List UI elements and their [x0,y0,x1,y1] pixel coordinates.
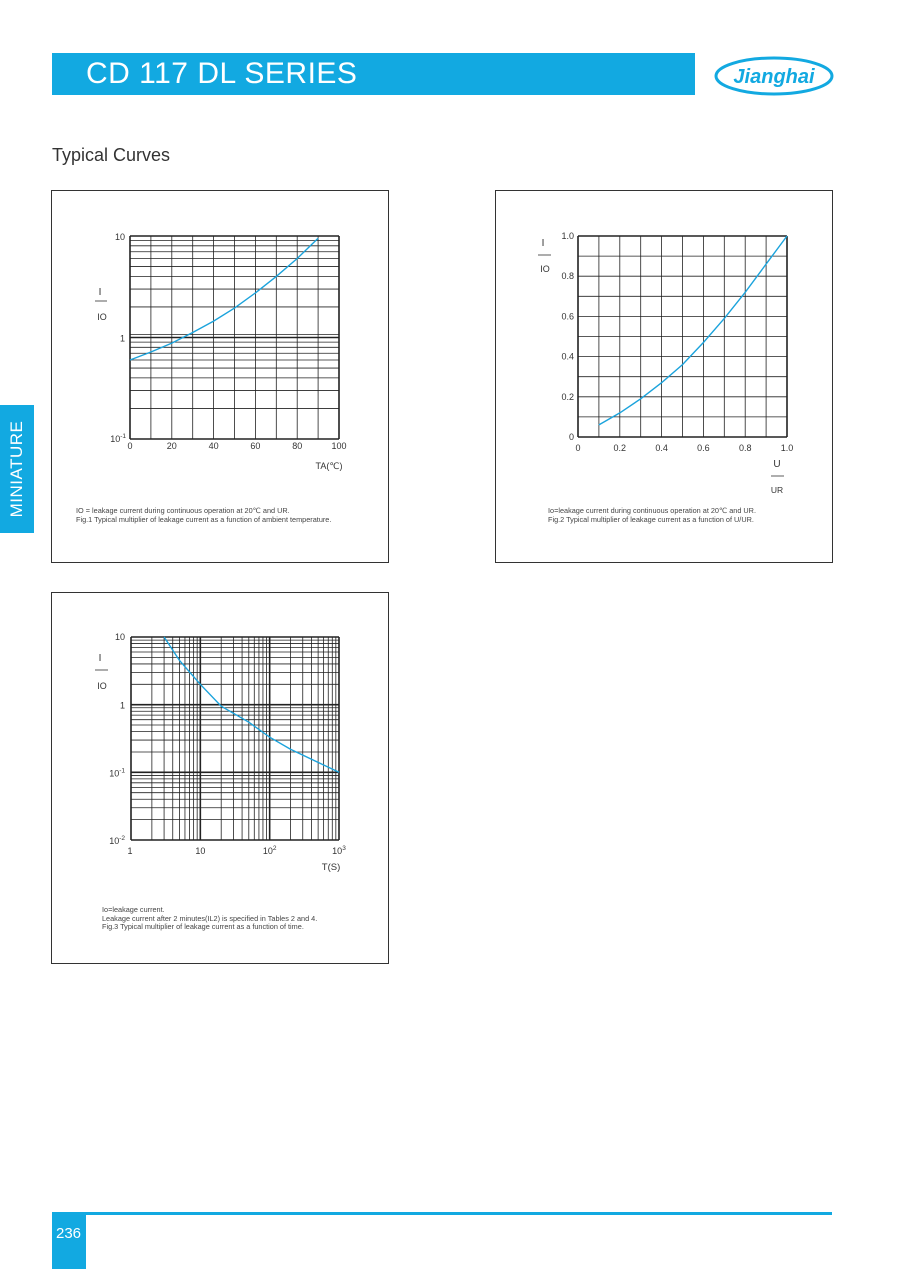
x-tick-label: 0.4 [655,443,668,453]
chart-panel-1 [51,190,389,563]
tick-exponent: 3 [342,845,346,852]
footer-line [52,1212,832,1215]
chart-1-caption [76,507,331,524]
jianghai-logo [713,55,835,97]
x-tick-label: 80 [292,441,303,451]
tick-label: $10^2$ [262,845,277,856]
side-tab-label: MINIATURE [7,420,26,518]
tick-label: 10 [195,846,206,856]
y-label-denominator: IO [540,264,550,274]
y-tick-label: 1.0 [561,231,574,241]
y-tick-label: 0.4 [561,351,574,362]
y-label-denominator: IO [97,681,107,691]
x-label-numerator: U [773,459,781,470]
tick-label: 1 [127,846,133,856]
section-title: Typical Curves [52,145,171,165]
chart-3-caption [102,906,317,932]
page-number-box [52,1215,86,1269]
x-axis-label: TA(℃) [315,461,343,471]
chart-panel-2 [495,190,833,563]
x-axis-label: T(S) [321,862,341,873]
svg-text:Jianghai: Jianghai [733,66,815,88]
tick-label: 1 [119,700,125,711]
tick-exponent: -1 [119,767,125,775]
chart-3-caption-line3: Fig.3 Typical multiplier of leakage current as a function of time. [102,922,304,931]
title-bar [52,53,695,95]
x-tick-label: 100 [331,441,347,451]
side-tab [0,405,34,533]
y-tick-label: 0.6 [561,311,574,322]
tick-label: $10^{-2}$ [109,835,125,846]
page-number: 236 [56,1225,82,1242]
y-tick-label: 1 [119,333,125,344]
x-label-denominator: UR [770,485,784,495]
tick-label: $10^{-1}$ [109,767,125,779]
x-tick-label: 20 [166,441,177,451]
y-tick-label: 0 [568,432,574,442]
chart-3-caption-line1: Io=leakage current. [102,905,165,914]
page-title: CD 117 DL SERIES [86,57,358,90]
chart-panel-3 [51,592,389,964]
x-tick-label: 60 [250,441,261,451]
chart-1-caption-line1: IO = leakage current during continuous operation at 20℃ and UR. [76,506,290,515]
y-tick-label: $10^{-1}$ [110,433,126,444]
x-tick-label: 40 [208,441,219,451]
y-label-numerator: I [98,287,102,298]
tick-exponent: 2 [272,845,277,852]
chart-1-caption-line2: Fig.1 Typical multiplier of leakage current as a function of ambient temperature. [76,514,332,524]
x-tick-label: 0 [575,443,581,453]
tick-exponent: -2 [119,835,125,842]
x-tick-label: 1.0 [780,443,794,453]
tick-label: $10^3$ [332,845,346,856]
y-tick-label: 0.8 [561,271,574,282]
y-label-numerator: I [98,653,102,664]
y-label-denominator: IO [97,312,107,322]
tick-label: 10 [114,632,125,642]
y-tick-label: 0.2 [561,391,574,402]
chart-2-caption-line2: Fig.2 Typical multiplier of leakage current as a function of U/UR. [548,514,754,524]
x-tick-label: 0.6 [697,443,710,453]
x-tick-label: 0.8 [738,443,752,453]
chart-3-caption-line2: Leakage current after 2 minutes(IL2) is specified in Tables 2 and 4. [102,913,318,923]
chart-2-caption-line1: Io=leakage current during continuous operation at 20℃ and UR. [548,506,756,515]
chart-2-caption [548,507,756,524]
tick-exponent: -1 [120,433,126,440]
x-tick-label: 0 [127,441,133,451]
y-tick-label: 10 [114,232,125,242]
x-tick-label: 0.2 [613,443,627,453]
y-label-numerator: I [541,238,545,249]
